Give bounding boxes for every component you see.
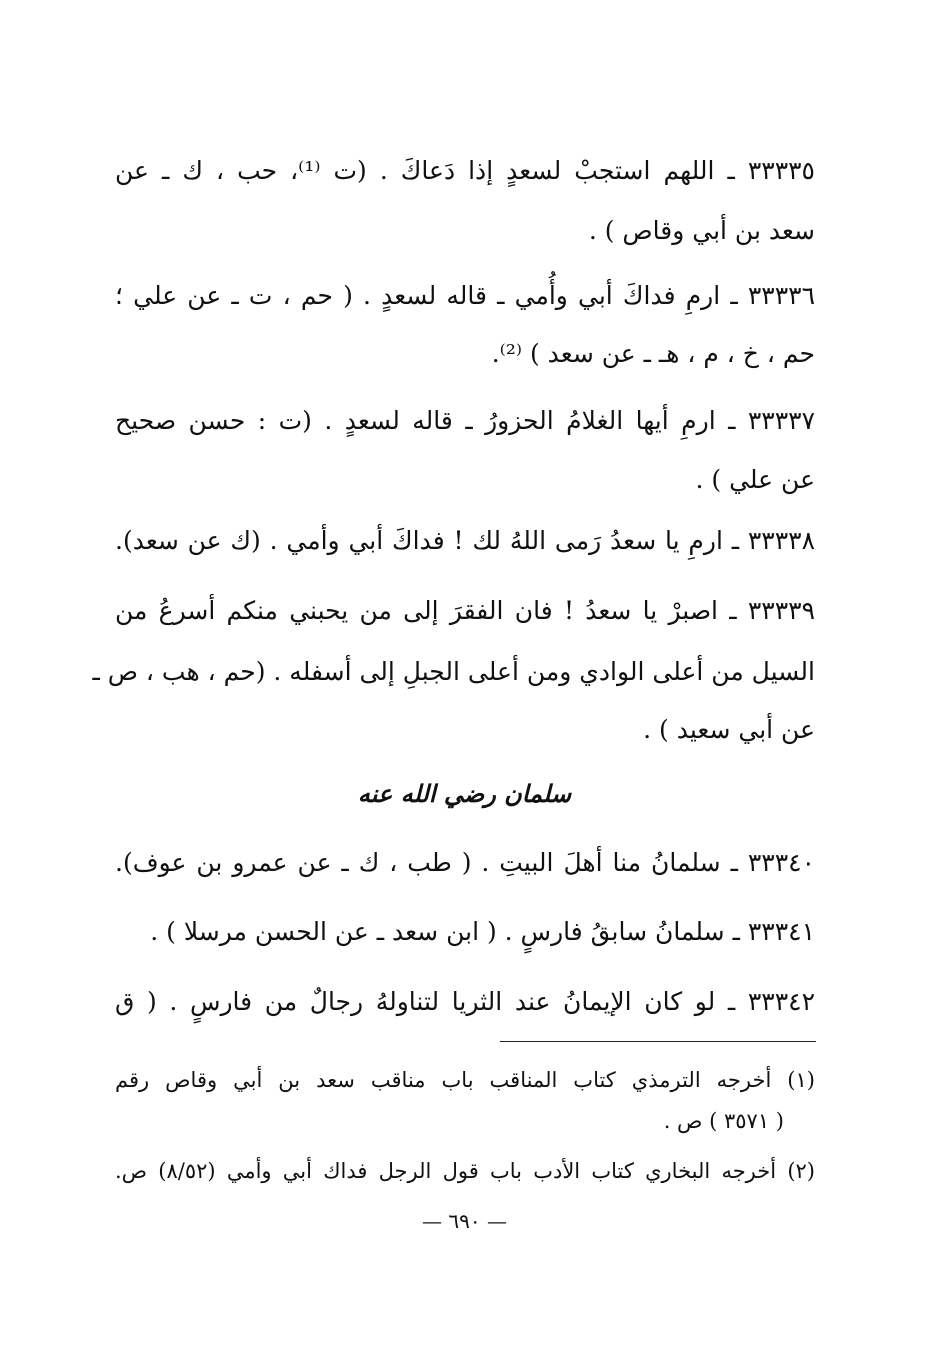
footnote-2-line-1: (٢) أخرجه البخاري كتاب الأدب باب قول الرجل فداك أبي وأمي (٨/٥٢) ص.: [115, 1159, 815, 1183]
hadith-33338-line-1: ٣٣٣٣٨ ـ ارمِ يا سعدُ رَمى اللهُ لك ! فداكَ أبي وأمي . (ك عن سعد).: [115, 526, 815, 555]
hadith-33336-line-1: ٣٣٣٣٦ ـ ارمِ فداكَ أبي وأُمي ـ قاله لسعدٍ . ( حم ، ت ـ عن علي ؛: [115, 281, 815, 310]
hadith-33339-line-3: عن أبي سعيد ) .: [643, 715, 815, 744]
page-number: — ٦٩٠ —: [422, 1209, 507, 1233]
footnote-1-line-2: ( ٣٥٧١ ) ص .: [663, 1109, 784, 1133]
hadith-33339-line-1: ٣٣٣٣٩ ـ اصبرْ يا سعدُ ! فان الفقرَ إلى من يحبني منكم أسرعُ من: [115, 596, 815, 625]
hadith-33335-line-1: ٣٣٣٣٥ ـ اللهم استجبْ لسعدٍ إذا دَعاكَ . (ت ⁽¹⁾، حب ، ك ـ عن: [115, 156, 815, 185]
hadith-33339-line-2: السيل من أعلى الوادي ومن أعلى الجبلِ إلى أسفله . (حم ، هب ، ص ـ: [92, 657, 815, 686]
footnote-separator: [500, 1041, 816, 1042]
hadith-33340-line-1: ٣٣٣٤٠ ـ سلمانُ منا أهلَ البيتِ . ( طب ، ك ـ عن عمرو بن عوف).: [115, 848, 815, 877]
footnote-1-line-1: (١) أخرجه الترمذي كتاب المناقب باب مناقب سعد بن أبي وقاص رقم: [115, 1068, 815, 1092]
hadith-33337-line-2: عن علي ) .: [695, 465, 815, 494]
hadith-33341-line-1: ٣٣٣٤١ ـ سلمانُ سابقُ فارسٍ . ( ابن سعد ـ عن الحسن مرسلا ) .: [150, 917, 815, 946]
hadith-33336-line-2: حم ، خ ، م ، هـ ـ عن سعد ) ⁽²⁾.: [491, 339, 815, 368]
hadith-33342-line-1: ٣٣٣٤٢ ـ لو كان الإيمانُ عند الثريا لتناولهُ رجالٌ من فارسٍ . ( ق: [115, 987, 815, 1016]
hadith-33337-line-1: ٣٣٣٣٧ ـ ارمِ أيها الغلامُ الحزورُ ـ قاله لسعدٍ . (ت : حسن صحيح: [115, 406, 815, 435]
hadith-33335-line-2: سعد بن أبي وقاص ) .: [588, 216, 815, 245]
section-heading: سلمان رضي الله عنه: [357, 779, 572, 808]
